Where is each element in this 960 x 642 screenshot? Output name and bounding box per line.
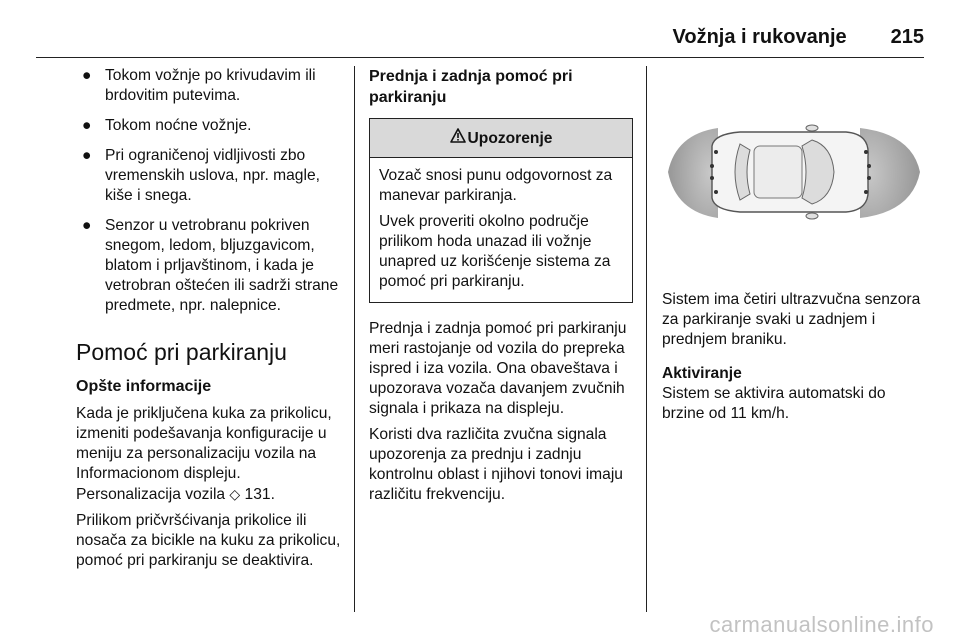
page-header: [36, 26, 924, 58]
cross-reference[interactable]: Personalizacija vozila ◇ 131.: [76, 486, 275, 503]
paragraph: Koristi dva različita zvučna signala upozorenja za prednju i zadnju kontrolnu oblast i njihovi tonovi imaju različitu frekvenciju.: [369, 426, 623, 503]
warning-triangle-icon: [450, 128, 466, 149]
paragraph: Vozač snosi punu odgovornost za manevar parkiranja.: [379, 167, 613, 204]
chapter-title: Vožnja i rukovanje: [672, 26, 847, 48]
column-divider: [646, 66, 647, 612]
section-title: Pomoć pri parkiranju: [76, 339, 287, 365]
page-number: 215: [890, 26, 924, 48]
paragraph: Kada je priključena kuka za prikolicu, izmeniti podešavanja konfiguracije u meniju za personalizaciju vozila na Informacionom displeju. Personalizacija vozila ◇ 131.: [76, 405, 332, 503]
column-right: [662, 66, 932, 430]
bullet-icon: ●: [82, 67, 92, 84]
bullet-icon: ●: [82, 147, 92, 164]
column-divider: [354, 66, 355, 612]
car-parking-sensors-illustration: [662, 66, 924, 278]
bullet-icon: ●: [82, 117, 92, 134]
paragraph: Uvek proveriti okolno područje prilikom hoda unazad ili vožnje unapred uz korišćenje sistema za pomoć pri parkiranju.: [379, 213, 611, 290]
section-title: Prednja i zadnja pomoć pri parkiranju: [369, 68, 573, 106]
page-ref-icon: ◇: [229, 486, 241, 502]
subsection-title: Aktiviranje: [662, 365, 742, 382]
subsection-title: Opšte informacije: [76, 378, 212, 395]
bullet-icon: ●: [82, 217, 92, 234]
column-left: [76, 66, 344, 577]
bullet-list: [76, 66, 344, 316]
list-item: ● Tokom vožnje po krivudavim ili brdovitim putevima.: [82, 67, 316, 104]
paragraph: Prilikom pričvršćivanja prikolice ili nosača za bicikle na kuku za prikolicu, pomoć pri parkiranju se deaktivira.: [76, 512, 341, 569]
warning-body: [370, 158, 632, 302]
column-middle: [369, 66, 633, 511]
list-item: ● Pri ograničenoj vidljivosti zbo vremenskih uslova, npr. magle, kiše i snega.: [82, 147, 320, 204]
warning-header: Upozorenje: [370, 119, 632, 158]
paragraph: Prednja i zadnja pomoć pri parkiranju meri rastojanje od vozila do prepreka ispred i iza vozila. Ona obaveštava i upozorava vozača davanjem zvučnih signala i prikaza na displeju.: [369, 320, 627, 417]
paragraph: Sistem se aktivira automatski do brzine od 11 km/h.: [662, 385, 886, 422]
list-item: ● Tokom noćne vožnje.: [82, 117, 252, 134]
watermark: carmanualsonline.info: [709, 612, 934, 637]
list-item: ● Senzor u vetrobranu pokriven snegom, ledom, bljuzgavicom, blatom i prljavštinom, i kada je vetrobran oštećen ili sadrži strane predmete, npr. nalepnice.: [82, 217, 339, 314]
paragraph: Sistem ima četiri ultrazvučna senzora za parkiranje svaki u zadnjem i prednjem braniku.: [662, 291, 921, 348]
warning-box: [369, 118, 633, 303]
